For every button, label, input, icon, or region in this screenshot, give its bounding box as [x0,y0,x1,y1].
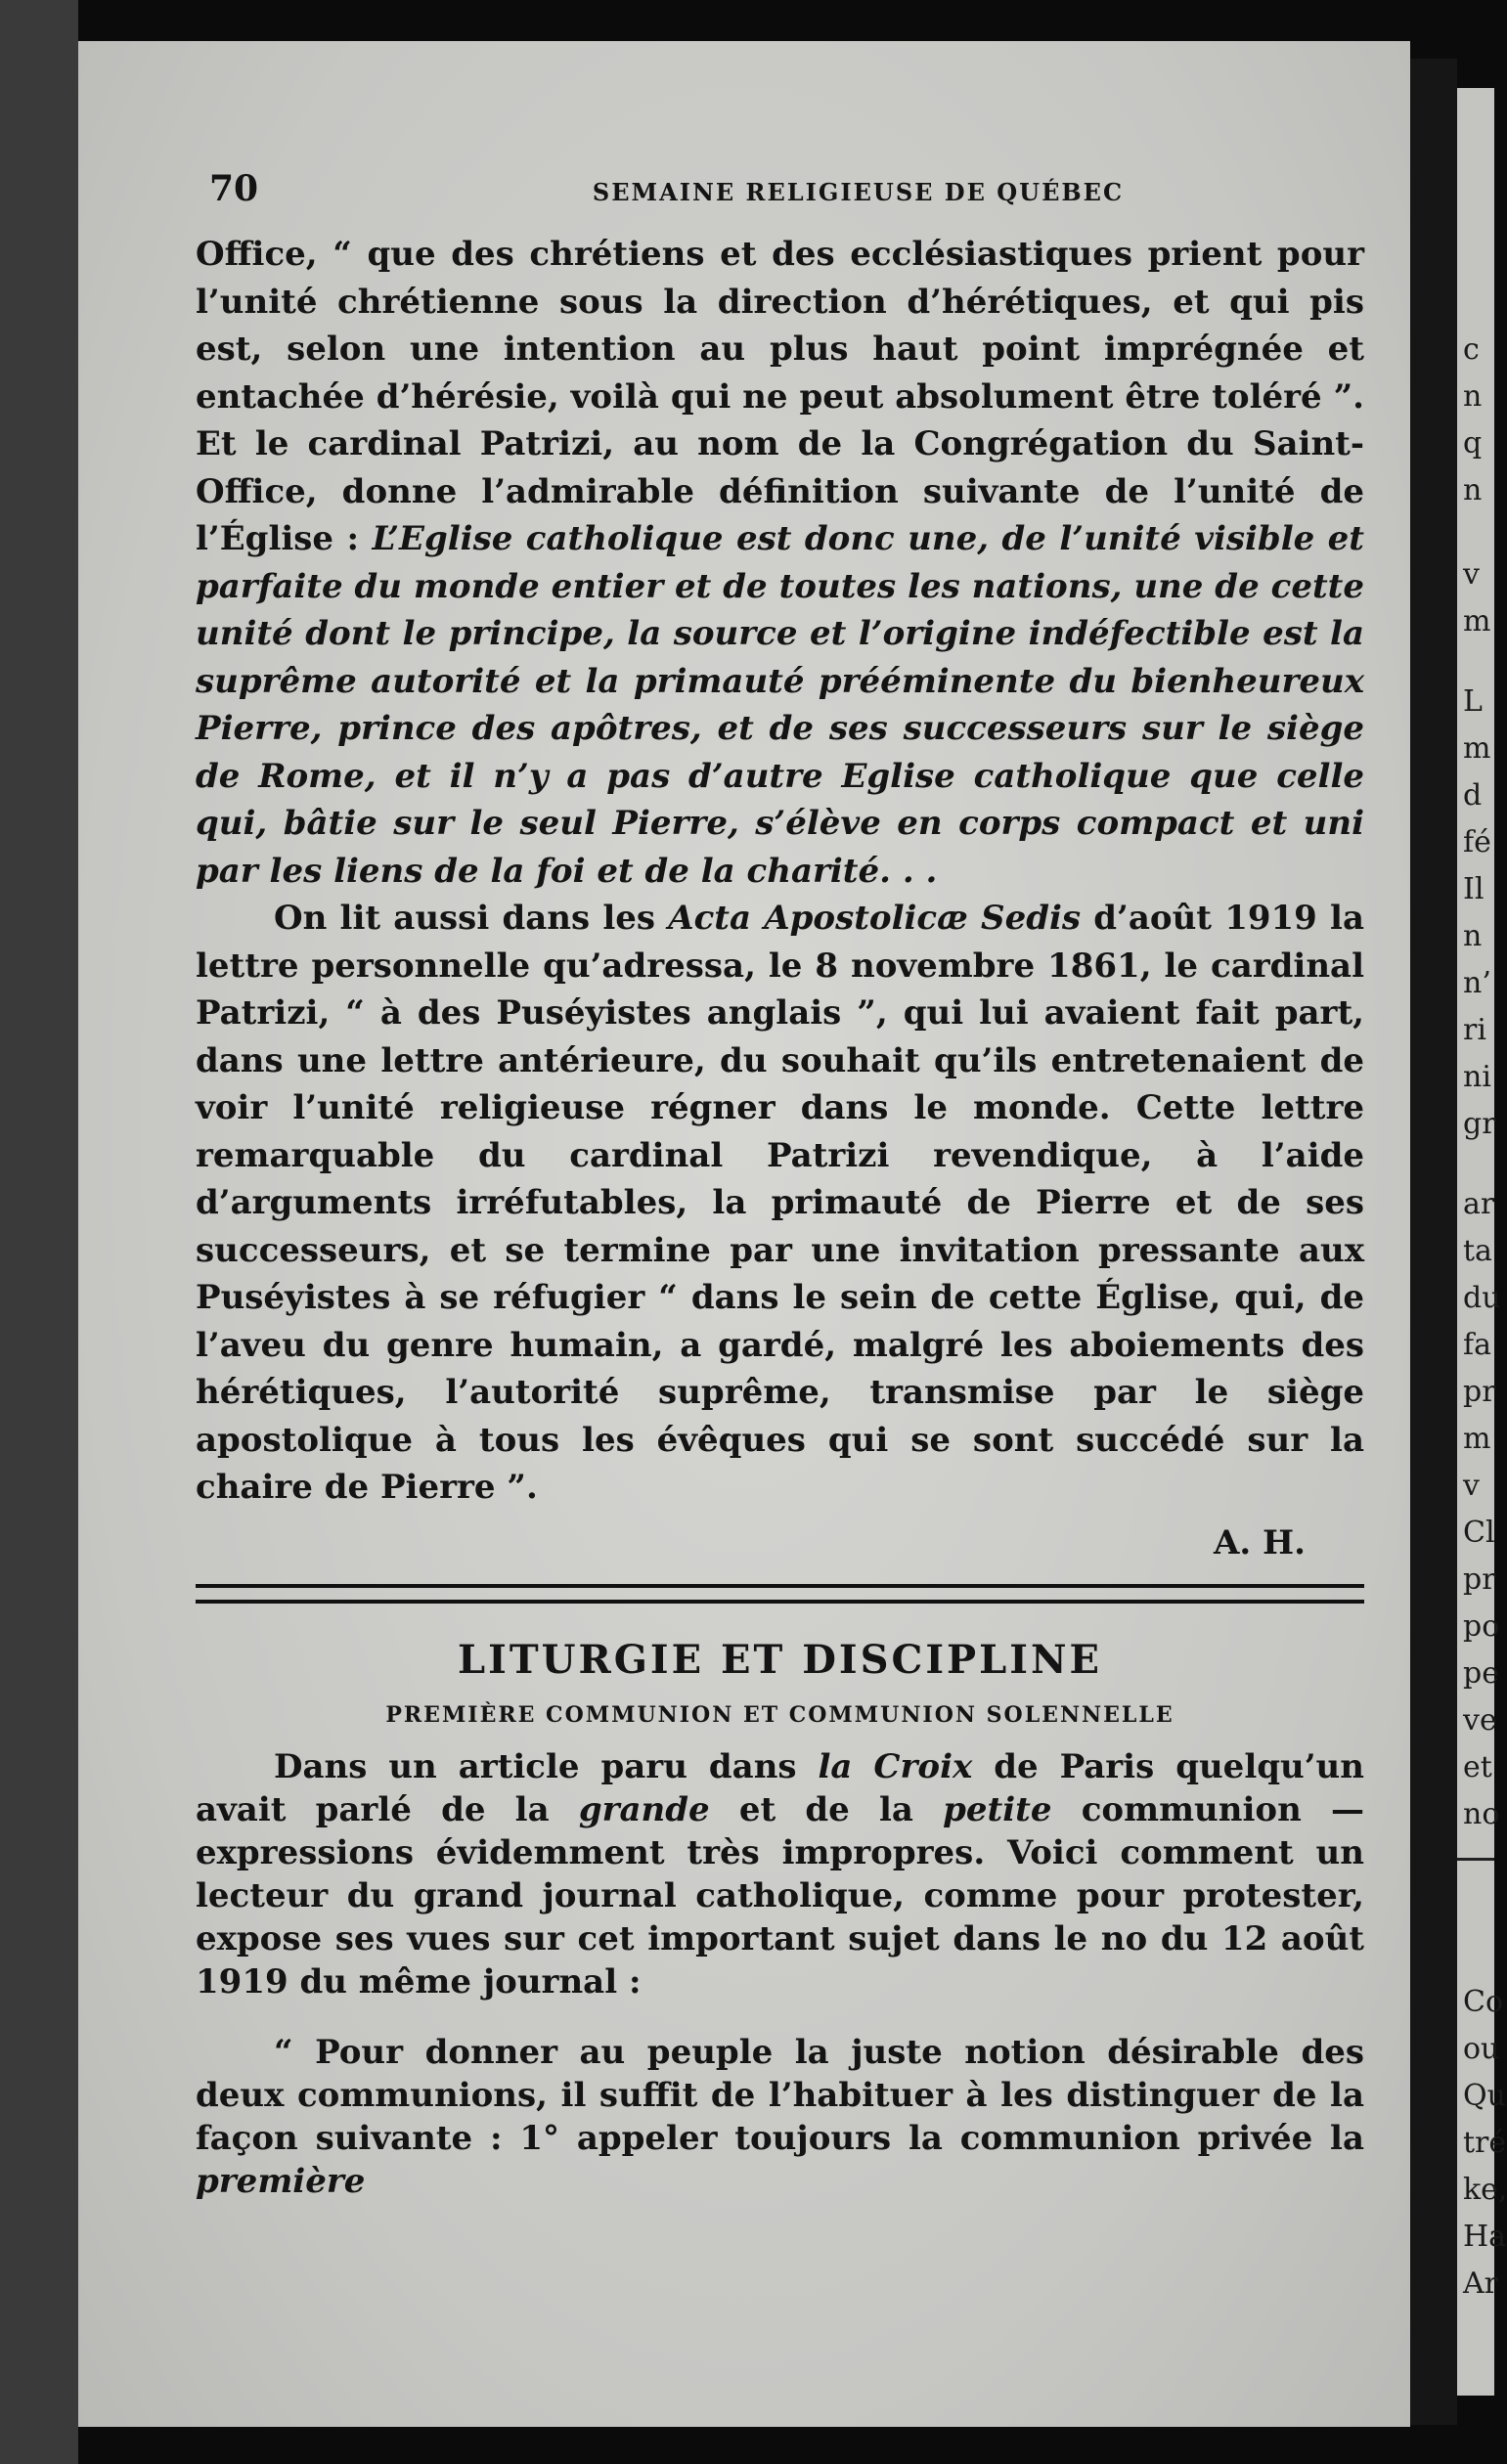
adjacent-fragment: ni [1463,1060,1491,1094]
adjacent-fragment: pr [1463,1562,1496,1597]
book-page [78,41,1410,2427]
adjacent-fragment: ar [1463,1187,1495,1221]
adjacent-fragment: ri [1463,1013,1486,1047]
adjacent-fragment: c [1463,332,1480,367]
paragraph-4 [196,2031,1364,2203]
paragraph-3-text-g: communion — expressions évidemment très impropres. Voici comment un lecteur du grand journal catholique, comme pour protester, expose ses vues sur cet important sujet dans le no du 12 août 1919 du même journal : [196,1789,1364,2002]
adjacent-fragment: pe [1463,1656,1499,1691]
adjacent-fragment: ve [1463,1703,1497,1738]
adjacent-fragment: Qu [1463,2079,1506,2113]
adjacent-fragment: tré [1463,2126,1507,2160]
adjacent-fragment: n [1463,473,1483,507]
section-title: LITURGIE ET DISCIPLINE [458,1636,1102,1683]
page-header [196,168,1364,217]
adjacent-fragment: m [1463,1422,1491,1456]
adjacent-fragment: du [1463,1281,1501,1315]
adjacent-fragment: L [1463,684,1483,719]
running-head: SEMAINE RELIGIEUSE DE QUÉBEC [592,178,1125,206]
adjacent-fragment: m [1463,731,1491,766]
adjacent-fragment: ou [1463,2032,1500,2066]
paragraph-3-text-c: de Paris quelqu’un avait parlé de la [196,1746,1365,1829]
paragraph-2 [196,895,1364,1512]
paragraph-3-text-a: Dans un article paru dans [274,1746,819,1786]
paragraph-3-grande: grande [578,1789,710,1829]
paragraph-2-text: d’août 1919 la lettre personnelle qu’adressa, le 8 novembre 1861, le cardinal Patrizi, “ à des Puséyistes anglais ”, qui lui avaient fait part, dans une lettre antérieure, du souhait qu’ils entretenaient de voir l’unité religieuse régner dans le monde. Cette lettre remarquable du cardinal Patrizi revendique, à l’aide d’arguments irréfutables, la primauté de Pierre et de ses successeurs, et se termine par une invitation pressante aux Puséyistes à se réfugier “ dans le sein de cette Église, qui, de l’aveu du genre humain, a gardé, malgré les aboiements des hérétiques, l’autorité suprême, transmise par le siège apostolique à tous les évêques qui se sont succédé sur la chaire de Pierre ”. [196,899,1364,1507]
paragraph-2-title: Acta Apostolicæ Sedis [668,899,1082,938]
adjacent-fragment: fé [1463,825,1491,859]
adjacent-fragment: pr [1463,1375,1496,1409]
adjacent-fragment: gr [1463,1107,1496,1141]
adjacent-fragment: v [1463,1469,1480,1503]
adjacent-fragment: n [1463,919,1483,953]
adjacent-fragment: d [1463,778,1483,813]
adjacent-fragment: Ha [1463,2220,1507,2254]
author-signature: A. H. [1213,1522,1306,1562]
paragraph-4-premiere: première [196,2161,366,2201]
paragraph-3 [196,1745,1364,2003]
paragraph-2-lead: On lit aussi dans les [274,899,669,938]
adjacent-fragment: Ar [1463,2266,1499,2301]
book-gutter [1410,59,1457,2425]
adjacent-fragment: Il [1463,872,1485,906]
paragraph-3-petite: petite [943,1789,1052,1829]
adjacent-fragment: Cl [1463,1516,1495,1550]
adjacent-fragment: et [1463,1750,1492,1784]
adjacent-fragment: v [1463,557,1480,592]
adjacent-fragment: fa [1463,1328,1491,1362]
paragraph-3-text-e: et de la [709,1789,944,1829]
paragraph-1 [196,231,1364,895]
paragraph-1-text: Office, “ que des chrétiens et des ecclésiastiques prient pour l’unité chrétienne sous la direction d’hérétiques, et qui pis est, selon une intention au plus haut point imprégnée et entachée d’hérésie, voilà qui ne peut absolument être toléré ”. Et le cardinal Patrizi, au nom de la Congrégation du Saint-Office, donne l’admirable définition suivante de l’unité de l’Église : [196,235,1364,558]
page-content [196,168,1364,2203]
adjacent-fragment: Co [1463,1985,1504,2019]
paragraph-3-newspaper: la Croix [818,1746,973,1786]
section-subtitle: PREMIÈRE COMMUNION ET COMMUNION SOLENNELLE [385,1701,1175,1728]
adjacent-fragment: po [1463,1609,1500,1644]
scan-left-border [0,0,78,2464]
page-number: 70 [209,168,259,209]
adjacent-fragment: ta [1463,1234,1492,1268]
adjacent-fragment: m [1463,604,1491,638]
adjacent-fragment: q [1463,426,1483,461]
paragraph-1-quote: L’Eglise catholique est donc une, de l’unité visible et parfaite du monde entier et de toutes les nations, une de cette unité dont le principe, la source et l’origine indéfectible est la suprême autorité et la primauté prééminente du bienheureux Pierre, prince des apôtres, et de ses successeurs sur le siège de Rome, et il n’y a pas d’autre Eglise catholique que celle qui, bâtie sur le seul Pierre, s’élève en corps compact et uni par les liens de la foi et de la charité. . . [196,519,1364,891]
paragraph-4-text: “ Pour donner au peuple la juste notion désirable des deux communions, il suffit de l’habituer à les distinguer de la façon suivante : 1° appeler toujours la communion privée la [196,2032,1364,2158]
adjacent-fragment: n’ [1463,966,1491,1000]
adjacent-fragment: no [1463,1797,1500,1831]
adjacent-fragment: ke, [1463,2173,1507,2207]
section-divider [196,1584,1364,1604]
adjacent-page-edge [1457,88,1507,2396]
adjacent-fragment: n [1463,379,1483,414]
adjacent-rule [1457,1858,1494,1861]
